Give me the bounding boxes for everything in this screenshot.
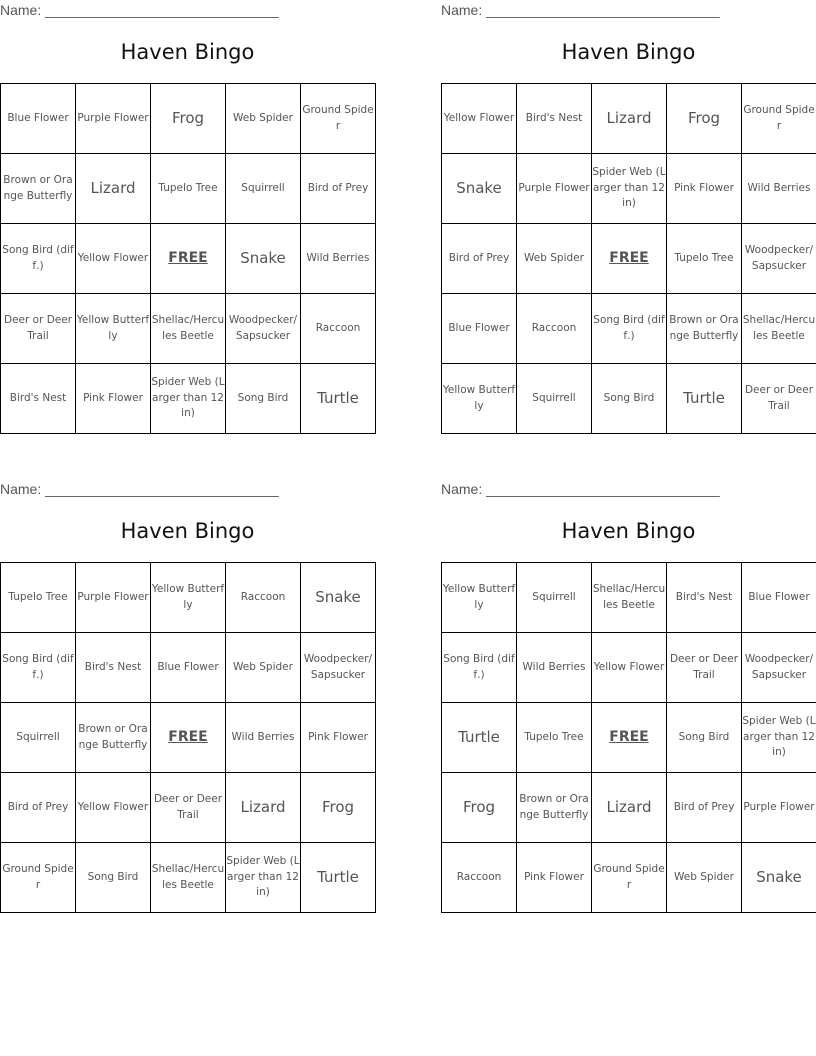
- bingo-cell: Squirrell: [517, 364, 592, 434]
- bingo-cell: Brown or Orange Butterfly: [517, 773, 592, 843]
- bingo-cell: Song Bird (diff.): [1, 633, 76, 703]
- bingo-row: [442, 703, 816, 773]
- bingo-cell: Yellow Flower: [76, 224, 151, 294]
- name-field-line: Name: ______________________________: [0, 2, 279, 18]
- bingo-cell: Bird of Prey: [1, 773, 76, 843]
- bingo-cell: Shellac/Hercules Beetle: [592, 563, 667, 633]
- bingo-cell: Song Bird: [76, 843, 151, 913]
- bingo-cell: Wild Berries: [301, 224, 376, 294]
- bingo-cell: Song Bird: [667, 703, 742, 773]
- bingo-cell: Tupelo Tree: [517, 703, 592, 773]
- bingo-cell: Pink Flower: [76, 364, 151, 434]
- bingo-row: [442, 773, 816, 843]
- bingo-row: [1, 773, 376, 843]
- bingo-cell: Purple Flower: [76, 84, 151, 154]
- bingo-cell: Bird's Nest: [667, 563, 742, 633]
- bingo-cell: Turtle: [301, 843, 376, 913]
- bingo-cell: Song Bird (diff.): [1, 224, 76, 294]
- bingo-cell: Frog: [151, 84, 226, 154]
- bingo-cell: Spider Web (Larger than 12in): [226, 843, 301, 913]
- bingo-cell: Web Spider: [226, 84, 301, 154]
- bingo-cell: Bird of Prey: [301, 154, 376, 224]
- bingo-cell: Yellow Flower: [592, 633, 667, 703]
- bingo-cell: Song Bird: [592, 364, 667, 434]
- bingo-row: [1, 294, 376, 364]
- bingo-cell: Ground Spider: [1, 843, 76, 913]
- bingo-row: [442, 633, 816, 703]
- bingo-row: [442, 843, 816, 913]
- bingo-cell: Frog: [442, 773, 517, 843]
- bingo-cell: Bird's Nest: [76, 633, 151, 703]
- bingo-cell: Song Bird: [226, 364, 301, 434]
- bingo-cell: Blue Flower: [1, 84, 76, 154]
- bingo-cell: Tupelo Tree: [667, 224, 742, 294]
- bingo-cell: Raccoon: [517, 294, 592, 364]
- bingo-cell: Bird of Prey: [667, 773, 742, 843]
- bingo-cell: Squirrell: [517, 563, 592, 633]
- bingo-cell: Purple Flower: [517, 154, 592, 224]
- bingo-grid: [441, 562, 816, 913]
- bingo-cell: Spider Web (Larger than 12in): [742, 703, 816, 773]
- bingo-cell: Web Spider: [517, 224, 592, 294]
- bingo-cell: Spider Web (Larger than 12in): [592, 154, 667, 224]
- name-field-line: Name: ______________________________: [441, 2, 720, 18]
- card-title: Haven Bingo: [561, 519, 696, 543]
- free-space-cell: FREE: [151, 224, 226, 294]
- bingo-cell: Yellow Flower: [442, 84, 517, 154]
- bingo-row: [442, 84, 816, 154]
- free-space-cell: FREE: [151, 703, 226, 773]
- bingo-grid: [441, 83, 816, 434]
- card-title: Haven Bingo: [561, 40, 696, 64]
- bingo-cell: Purple Flower: [76, 563, 151, 633]
- bingo-cell: Lizard: [226, 773, 301, 843]
- bingo-row: [442, 294, 816, 364]
- bingo-cell: Song Bird (diff.): [442, 633, 517, 703]
- bingo-cell: Deer or Deer Trail: [742, 364, 816, 434]
- bingo-cell: Blue Flower: [742, 563, 816, 633]
- bingo-cell: Pink Flower: [301, 703, 376, 773]
- bingo-cell: Squirrell: [1, 703, 76, 773]
- bingo-cell: Woodpecker/ Sapsucker: [742, 224, 816, 294]
- bingo-cell: Shellac/Hercules Beetle: [151, 294, 226, 364]
- bingo-cell: Lizard: [76, 154, 151, 224]
- bingo-cell: Brown or Orange Butterfly: [667, 294, 742, 364]
- bingo-cell: Raccoon: [301, 294, 376, 364]
- bingo-cell: Yellow Butterfly: [442, 364, 517, 434]
- bingo-cell: Lizard: [592, 84, 667, 154]
- bingo-cell: Spider Web (Larger than 12in): [151, 364, 226, 434]
- bingo-cell: Ground Spider: [301, 84, 376, 154]
- bingo-cell: Snake: [442, 154, 517, 224]
- card-title: Haven Bingo: [120, 519, 255, 543]
- bingo-row: [442, 224, 816, 294]
- bingo-row: [442, 563, 816, 633]
- bingo-cell: Raccoon: [226, 563, 301, 633]
- bingo-cell: Ground Spider: [742, 84, 816, 154]
- bingo-cell: Bird's Nest: [1, 364, 76, 434]
- bingo-cell: Brown or Orange Butterfly: [1, 154, 76, 224]
- bingo-row: [1, 563, 376, 633]
- bingo-cell: Ground Spider: [592, 843, 667, 913]
- free-space-cell: FREE: [592, 703, 667, 773]
- bingo-cell: Yellow Flower: [76, 773, 151, 843]
- bingo-cell: Bird's Nest: [517, 84, 592, 154]
- card-title: Haven Bingo: [120, 40, 255, 64]
- bingo-cell: Yellow Butterfly: [151, 563, 226, 633]
- bingo-cell: Tupelo Tree: [1, 563, 76, 633]
- bingo-cell: Pink Flower: [667, 154, 742, 224]
- bingo-cell: Blue Flower: [151, 633, 226, 703]
- bingo-cell: Shellac/Hercules Beetle: [742, 294, 816, 364]
- bingo-cell: Snake: [226, 224, 301, 294]
- bingo-cell: Deer or Deer Trail: [1, 294, 76, 364]
- bingo-row: [442, 154, 816, 224]
- bingo-cell: Purple Flower: [742, 773, 816, 843]
- bingo-cell: Turtle: [667, 364, 742, 434]
- bingo-cell: Bird of Prey: [442, 224, 517, 294]
- bingo-cell: Wild Berries: [226, 703, 301, 773]
- bingo-cell: Turtle: [442, 703, 517, 773]
- bingo-cell: Tupelo Tree: [151, 154, 226, 224]
- name-field-line: Name: ______________________________: [441, 481, 720, 497]
- bingo-cell: Woodpecker/ Sapsucker: [301, 633, 376, 703]
- bingo-cell: Frog: [301, 773, 376, 843]
- bingo-cell: Wild Berries: [517, 633, 592, 703]
- bingo-grid: [0, 562, 376, 913]
- bingo-cell: Squirrell: [226, 154, 301, 224]
- bingo-row: [442, 364, 816, 434]
- bingo-row: [1, 154, 376, 224]
- bingo-cell: Snake: [301, 563, 376, 633]
- bingo-cell: Turtle: [301, 364, 376, 434]
- bingo-cell: Wild Berries: [742, 154, 816, 224]
- bingo-cell: Pink Flower: [517, 843, 592, 913]
- bingo-cell: Web Spider: [226, 633, 301, 703]
- bingo-row: [1, 633, 376, 703]
- bingo-cell: Blue Flower: [442, 294, 517, 364]
- bingo-row: [1, 224, 376, 294]
- bingo-row: [1, 703, 376, 773]
- bingo-cell: Yellow Butterfly: [76, 294, 151, 364]
- name-field-line: Name: ______________________________: [0, 481, 279, 497]
- bingo-row: [1, 364, 376, 434]
- bingo-cell: Shellac/Hercules Beetle: [151, 843, 226, 913]
- bingo-cell: Yellow Butterfly: [442, 563, 517, 633]
- bingo-cell: Woodpecker/ Sapsucker: [226, 294, 301, 364]
- bingo-grid: [0, 83, 376, 434]
- bingo-cell: Brown or Orange Butterfly: [76, 703, 151, 773]
- free-space-cell: FREE: [592, 224, 667, 294]
- bingo-cell: Woodpecker/ Sapsucker: [742, 633, 816, 703]
- bingo-cell: Frog: [667, 84, 742, 154]
- bingo-cell: Lizard: [592, 773, 667, 843]
- bingo-row: [1, 843, 376, 913]
- bingo-cell: Snake: [742, 843, 816, 913]
- bingo-cell: Web Spider: [667, 843, 742, 913]
- bingo-cell: Raccoon: [442, 843, 517, 913]
- bingo-cell: Deer or Deer Trail: [667, 633, 742, 703]
- bingo-cell: Song Bird (diff.): [592, 294, 667, 364]
- bingo-cell: Deer or Deer Trail: [151, 773, 226, 843]
- bingo-row: [1, 84, 376, 154]
